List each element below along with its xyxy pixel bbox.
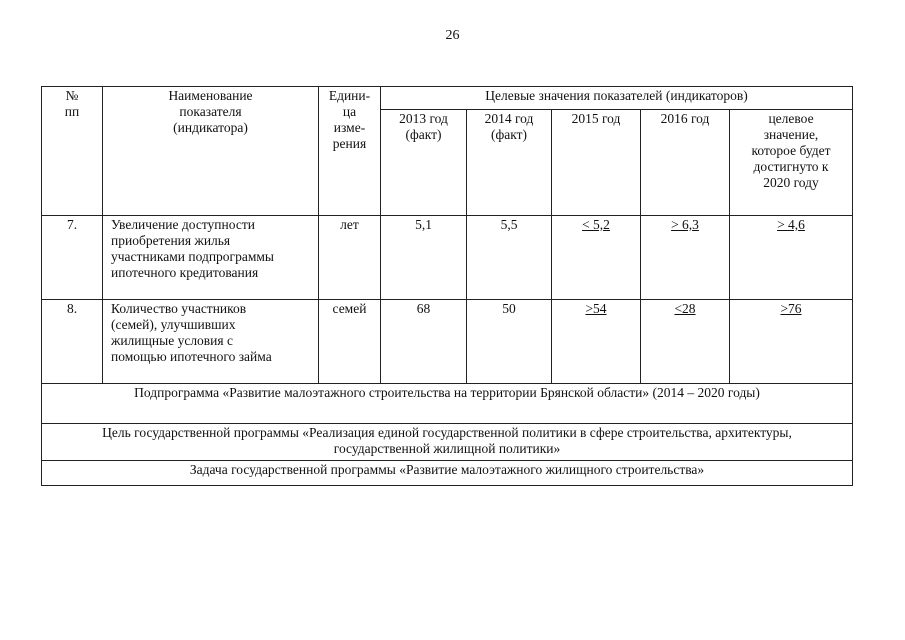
row-name: Увеличение доступности приобретения жилья участниками подпрограммы ипотечного кредитования <box>103 216 319 300</box>
header-target-group: Целевые значения показателей (индикаторов) <box>381 87 853 110</box>
row-num: 7. <box>42 216 103 300</box>
row-value-2013: 5,1 <box>381 216 467 300</box>
row-unit: лет <box>319 216 381 300</box>
header-unit: Едини- ца изме- рения <box>319 87 381 216</box>
row-value-2020: >76 <box>730 300 853 384</box>
row-value-2014: 50 <box>467 300 552 384</box>
row-value-2016: <28 <box>641 300 730 384</box>
header-year-2016: 2016 год <box>641 110 730 216</box>
header-target-2020: целевое значение, которое будет достигнуто к 2020 году <box>730 110 853 216</box>
header-num: № пп <box>42 87 103 216</box>
page-number: 26 <box>445 28 460 43</box>
header-year-2014: 2014 год (факт) <box>467 110 552 216</box>
row-value-2013: 68 <box>381 300 467 384</box>
indicators-table <box>41 86 853 486</box>
row-name: Количество участников (семей), улучшивших жилищные условия с помощью ипотечного займа <box>103 300 319 384</box>
row-value-2014: 5,5 <box>467 216 552 300</box>
program-goal: Цель государственной программы «Реализация единой государственной политики в сфере строительства, архитектуры, государственной жилищной политики» <box>42 424 853 461</box>
program-task: Задача государственной программы «Развитие малоэтажного жилищного строительства» <box>42 461 853 486</box>
header-year-2013: 2013 год (факт) <box>381 110 467 216</box>
row-num: 8. <box>42 300 103 384</box>
row-value-2015: < 5,2 <box>552 216 641 300</box>
row-value-2016: > 6,3 <box>641 216 730 300</box>
row-unit: семей <box>319 300 381 384</box>
subprogram-title: Подпрограмма «Развитие малоэтажного строительства на территории Брянской области» (2014 – 2020 годы) <box>42 384 853 424</box>
header-year-2015: 2015 год <box>552 110 641 216</box>
row-value-2020: > 4,6 <box>730 216 853 300</box>
header-name: Наименование показателя (индикатора) <box>103 87 319 216</box>
table-row <box>42 216 853 300</box>
table-row <box>42 300 853 384</box>
row-value-2015: >54 <box>552 300 641 384</box>
